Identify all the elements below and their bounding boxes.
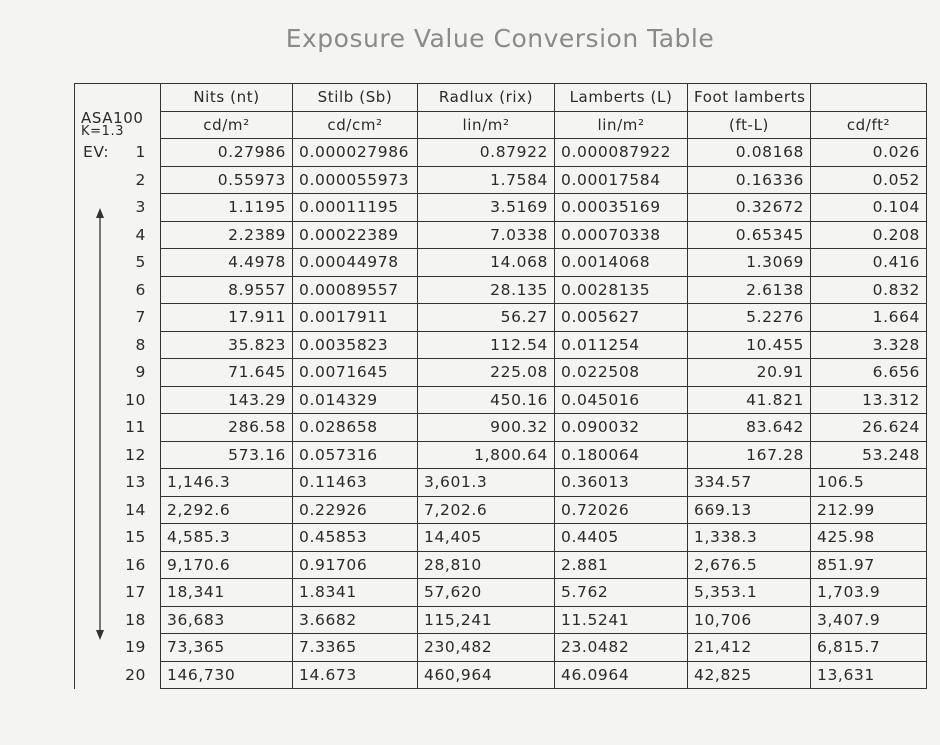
ev-value: 3 — [135, 198, 146, 217]
col-footlamberts-unit: (ft-L) — [688, 111, 811, 139]
table-row — [75, 139, 927, 167]
header-names-row — [75, 84, 927, 112]
cell-radlux: 900.32 — [418, 414, 555, 442]
ev-value: 6 — [135, 280, 146, 299]
cell-radlux: 1.7584 — [418, 166, 555, 194]
cell-stilb: 0.000027986 — [293, 139, 418, 167]
cell-cdft2: 13.312 — [811, 386, 927, 414]
cell-radlux: 225.08 — [418, 359, 555, 387]
cell-lamberts: 0.36013 — [555, 469, 688, 497]
cell-nits: 8.9557 — [161, 276, 293, 304]
cell-cdft2: 3.328 — [811, 331, 927, 359]
ev-value: 12 — [125, 445, 146, 464]
ev-cell — [75, 221, 161, 249]
cell-cdft2: 26.624 — [811, 414, 927, 442]
cell-stilb: 1.8341 — [293, 579, 418, 607]
cell-nits: 2,292.6 — [161, 496, 293, 524]
cell-cdft2: 0.052 — [811, 166, 927, 194]
ev-cell — [75, 331, 161, 359]
cell-lamberts: 0.00070338 — [555, 221, 688, 249]
table-row — [75, 249, 927, 277]
cell-radlux: 14.068 — [418, 249, 555, 277]
cell-nits: 36,683 — [161, 606, 293, 634]
cell-lamberts: 0.0014068 — [555, 249, 688, 277]
header-units-row — [75, 111, 927, 139]
ev-value: 7 — [135, 308, 146, 327]
cell-nits: 2.2389 — [161, 221, 293, 249]
cell-nits: 73,365 — [161, 634, 293, 662]
ev-value: 4 — [135, 225, 146, 244]
cell-lamberts: 0.011254 — [555, 331, 688, 359]
table-row — [75, 551, 927, 579]
table-row — [75, 606, 927, 634]
ev-cell — [75, 386, 161, 414]
cell-footlamberts: 20.91 — [688, 359, 811, 387]
cell-footlamberts: 21,412 — [688, 634, 811, 662]
cell-footlamberts: 10,706 — [688, 606, 811, 634]
cell-lamberts: 23.0482 — [555, 634, 688, 662]
ev-cell — [75, 276, 161, 304]
table-row — [75, 524, 927, 552]
ev-cell — [75, 441, 161, 469]
ev-cell — [75, 579, 161, 607]
cell-footlamberts: 0.16336 — [688, 166, 811, 194]
ev-cell — [75, 359, 161, 387]
col-stilb-unit: cd/cm² — [293, 111, 418, 139]
table-row — [75, 441, 927, 469]
ev-value: 2 — [135, 170, 146, 189]
cell-radlux: 28.135 — [418, 276, 555, 304]
ev-value: 11 — [125, 418, 146, 437]
table-body — [75, 139, 927, 689]
cell-cdft2: 0.208 — [811, 221, 927, 249]
cell-cdft2: 106.5 — [811, 469, 927, 497]
cell-footlamberts: 1,338.3 — [688, 524, 811, 552]
cell-radlux: 7.0338 — [418, 221, 555, 249]
cell-nits: 286.58 — [161, 414, 293, 442]
ev-label: EV: — [83, 143, 110, 162]
cell-lamberts: 0.180064 — [555, 441, 688, 469]
cell-stilb: 0.0035823 — [293, 331, 418, 359]
asa-label: ASA100 — [81, 108, 144, 127]
col-stilb-name: Stilb (Sb) — [293, 84, 418, 112]
cell-nits: 17.911 — [161, 304, 293, 332]
ev-value: 19 — [125, 638, 146, 657]
cell-stilb: 0.0071645 — [293, 359, 418, 387]
table-row — [75, 359, 927, 387]
cell-lamberts: 46.0964 — [555, 661, 688, 689]
col-footlamberts-name: Foot lamberts — [688, 84, 811, 112]
cell-footlamberts: 1.3069 — [688, 249, 811, 277]
ev-value: 9 — [135, 363, 146, 382]
cell-lamberts: 0.045016 — [555, 386, 688, 414]
table-row — [75, 414, 927, 442]
cell-cdft2: 53.248 — [811, 441, 927, 469]
col-nits-unit: cd/m² — [161, 111, 293, 139]
cell-footlamberts: 0.65345 — [688, 221, 811, 249]
table-row — [75, 276, 927, 304]
cell-footlamberts: 669.13 — [688, 496, 811, 524]
cell-cdft2: 212.99 — [811, 496, 927, 524]
cell-footlamberts: 83.642 — [688, 414, 811, 442]
table-row — [75, 194, 927, 222]
cell-footlamberts: 42,825 — [688, 661, 811, 689]
cell-cdft2: 6,815.7 — [811, 634, 927, 662]
cell-nits: 143.29 — [161, 386, 293, 414]
cell-nits: 9,170.6 — [161, 551, 293, 579]
table-row — [75, 579, 927, 607]
cell-stilb: 0.014329 — [293, 386, 418, 414]
cell-radlux: 1,800.64 — [418, 441, 555, 469]
cell-radlux: 0.87922 — [418, 139, 555, 167]
cell-lamberts: 0.090032 — [555, 414, 688, 442]
cell-cdft2: 6.656 — [811, 359, 927, 387]
cell-nits: 1.1195 — [161, 194, 293, 222]
col-cdft2-name — [811, 84, 927, 112]
ev-conversion-table — [74, 83, 927, 689]
cell-radlux: 112.54 — [418, 331, 555, 359]
cell-cdft2: 1.664 — [811, 304, 927, 332]
ev-cell — [75, 606, 161, 634]
ev-value: 17 — [125, 583, 146, 602]
cell-footlamberts: 2.6138 — [688, 276, 811, 304]
ev-cell — [75, 414, 161, 442]
cell-nits: 0.55973 — [161, 166, 293, 194]
table-row — [75, 496, 927, 524]
table-row — [75, 166, 927, 194]
table-row — [75, 331, 927, 359]
cell-stilb: 0.91706 — [293, 551, 418, 579]
cell-radlux: 3.5169 — [418, 194, 555, 222]
ev-cell — [75, 661, 161, 689]
table-row — [75, 661, 927, 689]
cell-lamberts: 5.762 — [555, 579, 688, 607]
cell-stilb: 0.00089557 — [293, 276, 418, 304]
ev-value: 1 — [135, 143, 146, 162]
ev-value: 14 — [125, 500, 146, 519]
cell-radlux: 450.16 — [418, 386, 555, 414]
cell-radlux: 115,241 — [418, 606, 555, 634]
cell-footlamberts: 41.821 — [688, 386, 811, 414]
page-title: Exposure Value Conversion Table — [285, 24, 715, 53]
col-radlux-unit: lin/m² — [418, 111, 555, 139]
cell-lamberts: 0.4405 — [555, 524, 688, 552]
ev-cell — [75, 166, 161, 194]
cell-cdft2: 1,703.9 — [811, 579, 927, 607]
ev-value: 10 — [125, 390, 146, 409]
ev-value: 13 — [125, 473, 146, 492]
cell-stilb: 0.22926 — [293, 496, 418, 524]
cell-stilb: 7.3365 — [293, 634, 418, 662]
cell-nits: 71.645 — [161, 359, 293, 387]
cell-stilb: 14.673 — [293, 661, 418, 689]
cell-cdft2: 0.416 — [811, 249, 927, 277]
ev-cell — [75, 139, 161, 167]
ev-value: 8 — [135, 335, 146, 354]
table-row — [75, 304, 927, 332]
ev-value: 5 — [135, 253, 146, 272]
cell-stilb: 0.00044978 — [293, 249, 418, 277]
cell-cdft2: 0.026 — [811, 139, 927, 167]
table-row — [75, 386, 927, 414]
cell-lamberts: 0.0028135 — [555, 276, 688, 304]
cell-radlux: 7,202.6 — [418, 496, 555, 524]
cell-nits: 1,146.3 — [161, 469, 293, 497]
cell-lamberts: 0.00017584 — [555, 166, 688, 194]
cell-footlamberts: 334.57 — [688, 469, 811, 497]
cell-footlamberts: 167.28 — [688, 441, 811, 469]
cell-lamberts: 0.022508 — [555, 359, 688, 387]
ev-cell — [75, 496, 161, 524]
cell-stilb: 0.11463 — [293, 469, 418, 497]
cell-stilb: 0.028658 — [293, 414, 418, 442]
cell-nits: 573.16 — [161, 441, 293, 469]
col-cdft2-unit: cd/ft² — [811, 111, 927, 139]
cell-cdft2: 3,407.9 — [811, 606, 927, 634]
cell-nits: 4.4978 — [161, 249, 293, 277]
cell-lamberts: 11.5241 — [555, 606, 688, 634]
ev-cell — [75, 524, 161, 552]
cell-footlamberts: 5.2276 — [688, 304, 811, 332]
ev-value: 18 — [125, 610, 146, 629]
ev-cell — [75, 469, 161, 497]
ev-cell — [75, 249, 161, 277]
cell-cdft2: 0.832 — [811, 276, 927, 304]
col-nits-name: Nits (nt) — [161, 84, 293, 112]
table-row — [75, 221, 927, 249]
table-row — [75, 469, 927, 497]
ev-cell — [75, 194, 161, 222]
ev-value: 15 — [125, 528, 146, 547]
cell-nits: 18,341 — [161, 579, 293, 607]
cell-footlamberts: 0.08168 — [688, 139, 811, 167]
cell-stilb: 0.057316 — [293, 441, 418, 469]
k-label: K=1.3 — [81, 123, 125, 139]
col-lamberts-unit: lin/m² — [555, 111, 688, 139]
cell-lamberts: 0.00035169 — [555, 194, 688, 222]
cell-radlux: 3,601.3 — [418, 469, 555, 497]
col-radlux-name: Radlux (rix) — [418, 84, 555, 112]
cell-lamberts: 0.005627 — [555, 304, 688, 332]
cell-footlamberts: 5,353.1 — [688, 579, 811, 607]
cell-cdft2: 851.97 — [811, 551, 927, 579]
ev-cell — [75, 551, 161, 579]
table-row — [75, 634, 927, 662]
ev-cell — [75, 304, 161, 332]
cell-cdft2: 0.104 — [811, 194, 927, 222]
cell-radlux: 28,810 — [418, 551, 555, 579]
cell-radlux: 57,620 — [418, 579, 555, 607]
cell-lamberts: 0.000087922 — [555, 139, 688, 167]
cell-nits: 4,585.3 — [161, 524, 293, 552]
cell-radlux: 56.27 — [418, 304, 555, 332]
cell-stilb: 0.45853 — [293, 524, 418, 552]
cell-nits: 0.27986 — [161, 139, 293, 167]
cell-nits: 146,730 — [161, 661, 293, 689]
cell-footlamberts: 0.32672 — [688, 194, 811, 222]
up-down-arrow-icon — [95, 208, 105, 640]
cell-lamberts: 2.881 — [555, 551, 688, 579]
cell-lamberts: 0.72026 — [555, 496, 688, 524]
col-lamberts-name: Lamberts (L) — [555, 84, 688, 112]
cell-cdft2: 13,631 — [811, 661, 927, 689]
ev-cell — [75, 634, 161, 662]
cell-nits: 35.823 — [161, 331, 293, 359]
cell-radlux: 14,405 — [418, 524, 555, 552]
ev-value: 16 — [125, 555, 146, 574]
cell-stilb: 3.6682 — [293, 606, 418, 634]
cell-stilb: 0.00011195 — [293, 194, 418, 222]
corner-header — [75, 84, 161, 139]
cell-footlamberts: 10.455 — [688, 331, 811, 359]
cell-footlamberts: 2,676.5 — [688, 551, 811, 579]
cell-cdft2: 425.98 — [811, 524, 927, 552]
cell-radlux: 460,964 — [418, 661, 555, 689]
ev-value: 20 — [125, 665, 146, 684]
cell-stilb: 0.000055973 — [293, 166, 418, 194]
cell-stilb: 0.00022389 — [293, 221, 418, 249]
cell-stilb: 0.0017911 — [293, 304, 418, 332]
cell-radlux: 230,482 — [418, 634, 555, 662]
